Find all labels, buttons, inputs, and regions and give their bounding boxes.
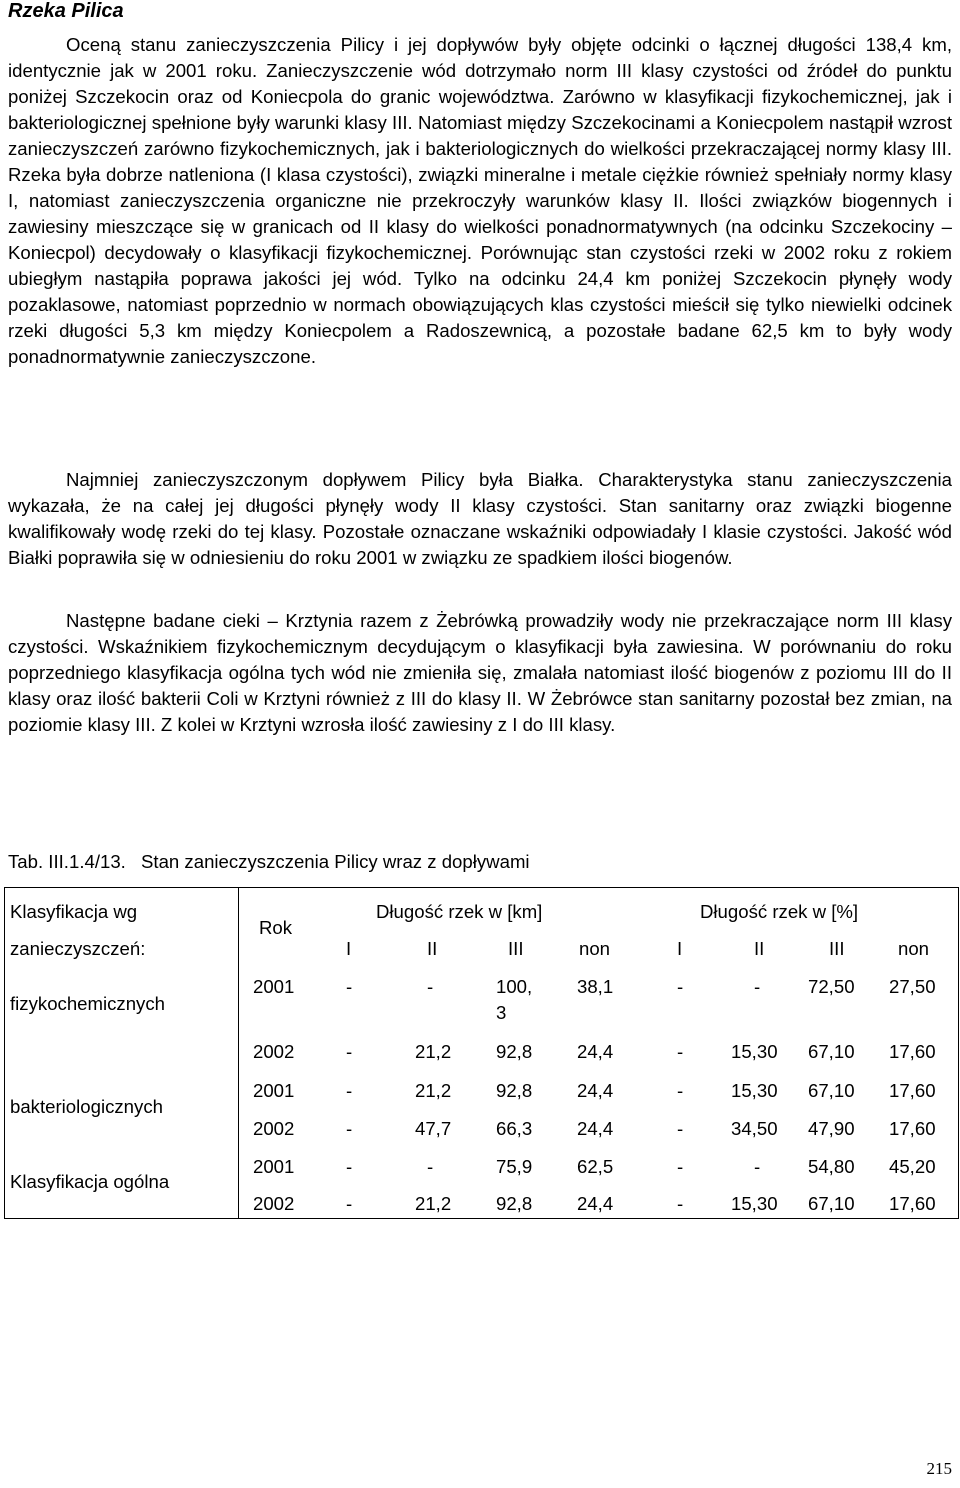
cell-pct-1: - bbox=[677, 1193, 684, 1214]
cell-pct-non: 17,60 bbox=[889, 1080, 936, 1101]
header-sub-km-2: II bbox=[427, 938, 438, 959]
row-label-overall: Klasyfikacja ogólna bbox=[10, 1171, 170, 1192]
cell-km-1: - bbox=[346, 1041, 353, 1062]
page-number: 215 bbox=[926, 1459, 952, 1478]
cell-km-3: 92,8 bbox=[496, 1080, 533, 1101]
row-label-physicochemical: fizykochemicznych bbox=[10, 993, 165, 1014]
paragraph-bialka: Najmniej zanieczyszczonym dopływem Pilicy była Białka. Charakterystyka stanu zanieczyszczenia wykazała, że na całej jej długości płynęły wody II klasy czystości. Stan sanitarny oraz związki biogenne kwalifikowały wodę rzeki do tej klasy. Pozostałe oznaczane wskaźniki odpowiadały I klasie czystości. Jakość wód Białki poprawiła się w odniesieniu do roku 2001 w związku ze spadkiem ilości biogenów. bbox=[8, 469, 952, 568]
paragraph-pilica: Oceną stanu zanieczyszczenia Pilicy i jej dopływów były objęte odcinki o łącznej długości 138,4 km, identycznie jak w 2001 roku. Zanieczyszczenie wód dotrzymało norm III klasy czystości od źródeł do punktu poniżej Szczekocin oraz od Koniecpola do granic województwa. Zarówno w klasyfikacji fizykochemicznej, jak i bakteriologicznej spełnione były warunki klasy III. Natomiast między Szczekocinami a Koniecpolem nastąpił wzrost zanieczyszczeń zarówno fizykochemicznych, jak i bakteriologicznych do wielkości przekraczającej normy klasy III. Rzeka była dobrze natleniona (I klasa czystości), związki mineralne i metale ciężkie również spełniały normy klasy I, natomiast zanieczyszczenia organiczne nie przekroczyły warunków klasy II. Ilości związków biogennych i zawiesiny mieszczące się w granicach od II klasy do wielkości ponadnormatywnych (na odcinku Szczekociny – Koniecpol) decydowały o klasyfikacji fizykochemicznej. Porównując stan czystości rzeki w 2002 roku z rokiem ubiegłym nastąpiła poprawa jakości jej wód. Tylko na odcinku 24,4 km poniżej Szczekocin płynęły wody pozaklasowe, natomiast poprzednio w normach obowiązujących klas czystości mieścił się tylko niewielki odcinek rzeki długości 5,3 km między Koniecpolem a Radoszewnicą, a pozostałe badane 62,5 km to były wody ponadnormatywnie zanieczyszczone. bbox=[8, 34, 952, 367]
cell-pct-2: - bbox=[754, 976, 761, 997]
cell-km-2: - bbox=[427, 1156, 434, 1177]
cell-pct-1: - bbox=[677, 1041, 684, 1062]
cell-km-2: - bbox=[427, 976, 434, 997]
cell-pct-1: - bbox=[677, 1118, 684, 1139]
cell-pct-3: 47,90 bbox=[808, 1118, 855, 1139]
cell-year: 2002 bbox=[253, 1118, 295, 1139]
cell-pct-non: 17,60 bbox=[889, 1193, 936, 1214]
cell-km-3: 92,8 bbox=[496, 1041, 533, 1062]
cell-km-non: 24,4 bbox=[577, 1118, 614, 1139]
cell-year: 2002 bbox=[253, 1193, 295, 1214]
header-classification-line2: zanieczyszczeń: bbox=[10, 938, 146, 959]
header-year: Rok bbox=[259, 917, 293, 938]
cell-pct-3: 54,80 bbox=[808, 1156, 855, 1177]
cell-km-2: 47,7 bbox=[415, 1118, 452, 1139]
cell-pct-2: - bbox=[754, 1156, 761, 1177]
cell-pct-3: 72,50 bbox=[808, 976, 855, 997]
row-label-bacteriological: bakteriologicznych bbox=[10, 1096, 163, 1117]
table-caption-id: Tab. III.1.4/13. bbox=[8, 851, 126, 872]
cell-pct-non: 17,60 bbox=[889, 1118, 936, 1139]
cell-km-2: 21,2 bbox=[415, 1193, 452, 1214]
header-sub-pct-1: I bbox=[677, 938, 683, 959]
cell-km-non: 24,4 bbox=[577, 1193, 614, 1214]
cell-pct-2: 15,30 bbox=[731, 1041, 778, 1062]
cell-km-non: 24,4 bbox=[577, 1080, 614, 1101]
cell-pct-non: 17,60 bbox=[889, 1041, 936, 1062]
cell-pct-3: 67,10 bbox=[808, 1080, 855, 1101]
cell-year: 2001 bbox=[253, 1156, 295, 1177]
cell-pct-1: - bbox=[677, 1156, 684, 1177]
cell-km-3: 75,9 bbox=[496, 1156, 533, 1177]
cell-pct-1: - bbox=[677, 1080, 684, 1101]
cell-pct-1: - bbox=[677, 976, 684, 997]
cell-km-1: - bbox=[346, 976, 353, 997]
header-length-pct: Długość rzek w [%] bbox=[700, 901, 859, 922]
cell-pct-2: 15,30 bbox=[731, 1080, 778, 1101]
cell-pct-2: 15,30 bbox=[731, 1193, 778, 1214]
cell-km-3: 92,8 bbox=[496, 1193, 533, 1214]
cell-km-1: - bbox=[346, 1193, 353, 1214]
cell-km-non: 24,4 bbox=[577, 1041, 614, 1062]
header-sub-pct-3: III bbox=[829, 938, 845, 959]
header-sub-km-non: non bbox=[579, 938, 611, 959]
cell-pct-3: 67,10 bbox=[808, 1041, 855, 1062]
table-caption bbox=[8, 849, 530, 875]
header-sub-km-1: I bbox=[346, 938, 352, 959]
cell-year: 2002 bbox=[253, 1041, 295, 1062]
cell-km-2: 21,2 bbox=[415, 1080, 452, 1101]
cell-year: 2001 bbox=[253, 976, 295, 997]
header-sub-pct-non: non bbox=[898, 938, 930, 959]
header-sub-pct-2: II bbox=[754, 938, 765, 959]
cell-pct-non: 45,20 bbox=[889, 1156, 936, 1177]
cell-km-1: - bbox=[346, 1080, 353, 1101]
cell-year: 2001 bbox=[253, 1080, 295, 1101]
cell-km-non: 62,5 bbox=[577, 1156, 614, 1177]
table-caption-text: Stan zanieczyszczenia Pilicy wraz z dopływami bbox=[141, 851, 530, 872]
header-classification-line1: Klasyfikacja wg bbox=[10, 901, 138, 922]
cell-km-1: - bbox=[346, 1118, 353, 1139]
header-length-km: Długość rzek w [km] bbox=[376, 901, 543, 922]
section-title: Rzeka Pilica bbox=[8, 0, 124, 22]
cell-km-3: 66,3 bbox=[496, 1118, 533, 1139]
cell-pct-3: 67,10 bbox=[808, 1193, 855, 1214]
cell-pct-non: 27,50 bbox=[889, 976, 936, 997]
cell-km-non: 38,1 bbox=[577, 976, 614, 997]
paragraph-krztynia: Następne badane cieki – Krztynia razem z Żebrówką prowadziły wody nie przekraczające norm III klasy czystości. Wskaźnikiem fizykochemicznym decydującym o klasyfikacji była zawiesina. W porównaniu do roku poprzedniego klasyfikacja ogólna tych wód nie zmieniła się, zmalała natomiast ilość biogenów z poziomu III do II klasy oraz ilość bakterii Coli w Krztyni również z III do klasy II. W Żebrówce stan sanitarny pozostał bez zmian, na poziomie klasy III. Z kolei w Krztyni wzrosła ilość zawiesiny z I do III klasy. bbox=[8, 610, 952, 735]
header-sub-km-3: III bbox=[508, 938, 524, 959]
cell-km-2: 21,2 bbox=[415, 1041, 452, 1062]
table-divider-col1 bbox=[238, 887, 239, 1219]
cell-km-1: - bbox=[346, 1156, 353, 1177]
cell-pct-2: 34,50 bbox=[731, 1118, 778, 1139]
cell-km-3: 100, 3 bbox=[496, 976, 533, 1023]
